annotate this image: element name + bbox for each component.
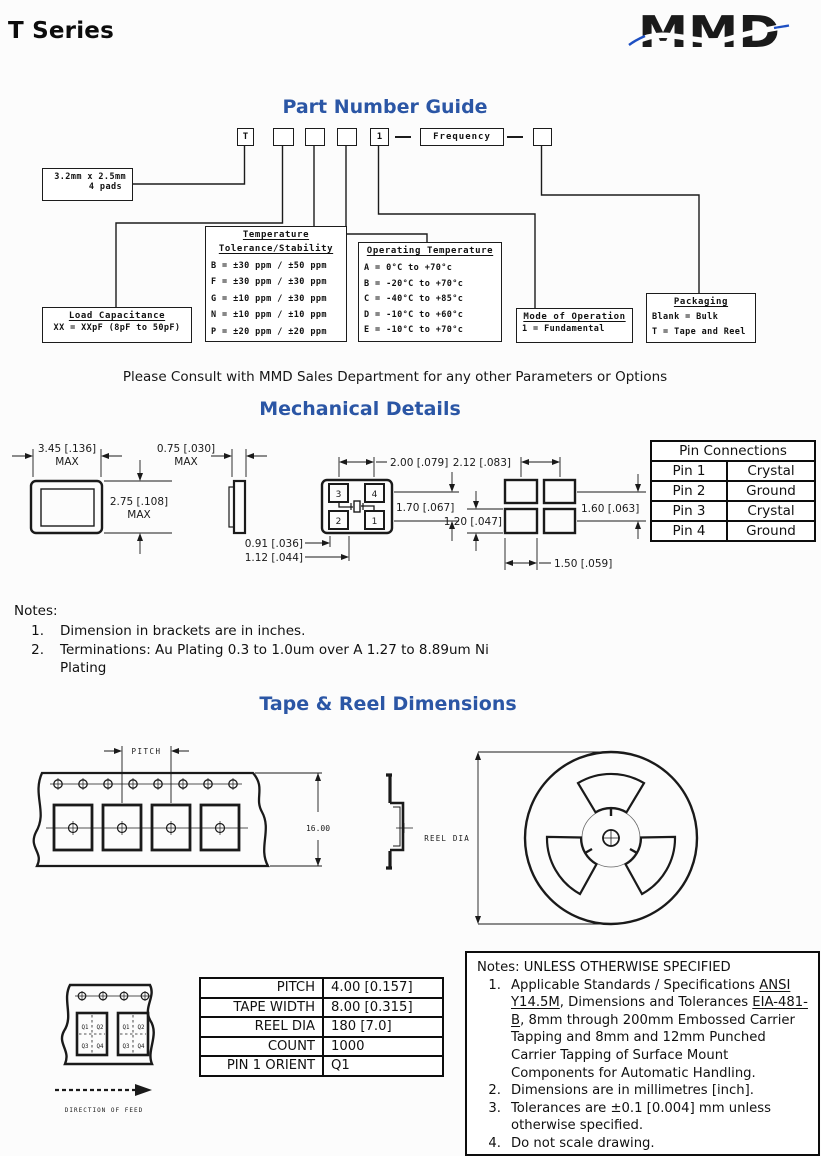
svg-text:MAX: MAX [174,456,198,468]
svg-text:MAX: MAX [127,509,151,521]
tr-value: 8.00 [0.315] [323,998,443,1018]
note-text [511,977,808,1083]
temperature-title-2: Tolerance/Stability [218,244,334,254]
operating-temperature-title: Operating Temperature [366,246,494,256]
note-text: Dimensions are in millimetres [inch]. [511,1083,754,1099]
tr-value: 4.00 [0.157] [323,978,443,998]
packaging-item: T = Tape and Reel [652,326,746,337]
svg-text:Q2: Q2 [96,1025,104,1031]
pin-connections-table [650,440,816,542]
svg-text:16.00: 16.00 [305,824,331,833]
svg-text:Q3: Q3 [122,1044,130,1050]
packaging-title: Packaging [673,297,729,307]
size-line2: 4 pads [88,182,122,192]
tr-label: COUNT [200,1037,323,1057]
standard-ansi: ANSI Y14.5M [511,977,791,1011]
tape-reel-table [199,977,444,1077]
standard-eia: EIA-481-B [511,995,808,1028]
tr-label: REEL DIA [200,1017,323,1037]
svg-text:1: 1 [371,517,378,527]
note-seg: , 8mm through 200mm Embossed Carrier Tapping and 8mm and 12mm Punched Carrier Tapping of Surface Mount Components for Automatic Handling. [511,1012,795,1081]
carrier-tape-drawing [34,746,331,866]
note-number: 4. [488,1135,501,1151]
note-number: 2. [488,1083,501,1099]
svg-text:2.75 [.108]: 2.75 [.108] [109,496,169,508]
direction-of-feed-label: DIRECTION OF FEED [64,1107,144,1114]
mode-item: 1 = Fundamental [522,324,605,334]
land-pattern-drawing [444,457,646,570]
svg-text:0.91 [.036]: 0.91 [.036] [244,538,303,550]
pin-conn-cell: Crystal [727,461,815,481]
operating-temperature-callout [358,242,502,342]
note-item [477,977,810,1083]
pin-cell: Pin 2 [651,481,727,501]
note-item [0,622,490,641]
tr-label: TAPE WIDTH [200,998,323,1018]
note-text: Dimension in brackets are in inches. [60,623,306,639]
note-number: 3. [488,1100,501,1116]
table-row [651,521,815,541]
svg-text:3.45 [.136]: 3.45 [.136] [37,443,97,455]
mmd-logo [628,7,790,61]
mechanical-details-heading: Mechanical Details [259,398,461,420]
note-text: Terminations: Au Plating 0.3 to 1.0um over A 1.27 to 8.89um Ni Plating [60,641,489,676]
load-capacitance-title: Load Capacitance [68,311,166,321]
mechanical-drawings [0,435,660,610]
svg-text:0.75 [.030]: 0.75 [.030] [156,443,216,455]
note-item [477,1082,810,1100]
load-capacitance-item: XX = XXpF (8pF to 50pF) [53,323,181,333]
packaging-item: Blank = Bulk [652,312,719,322]
svg-text:PITCH: PITCH [131,747,162,756]
size-line1: 3.2mm x 2.5mm [54,172,126,182]
tr-value: 180 [7.0] [323,1017,443,1037]
pn-box-packaging [533,128,552,146]
pin-cell: Pin 1 [651,461,727,481]
tr-value: 1000 [323,1037,443,1057]
table-row [651,461,815,481]
temperature-item: B = ±30 ppm / ±50 ppm [211,261,327,271]
packaging-callout [646,293,756,343]
op-temp-item: B = -20°C to +70°c [364,278,464,289]
mode-of-operation-callout [516,308,633,343]
consult-note: Please Consult with MMD Sales Department for any other Parameters or Options [122,369,668,385]
pin-cell: Pin 3 [651,501,727,521]
table-row [200,1056,443,1076]
table-row [200,978,443,998]
op-temp-item: E = -10°C to +70°c [364,325,464,336]
note-item [0,641,490,678]
svg-text:3: 3 [335,490,342,500]
tape-reel-drawings [0,728,821,953]
pn-box-tolerance [305,128,325,146]
pn-box-op-temp [337,128,357,146]
svg-text:Q4: Q4 [96,1044,104,1050]
pin-conn-cell: Ground [727,481,815,501]
table-row [200,1017,443,1037]
pin-conn-cell: Crystal [727,501,815,521]
pin-table-header: Pin Connections [651,441,815,461]
op-temp-item: C = -40°C to +85°c [364,294,464,305]
specification-notes-box [465,951,820,1156]
svg-text:REEL DIA: REEL DIA [424,834,470,843]
pn-dash-2 [507,136,523,138]
note-item [477,1135,810,1153]
table-row [200,998,443,1018]
side-view-drawing [157,443,267,533]
reel-drawing [424,752,697,924]
note-number: 1. [31,623,44,639]
pn-box-load-cap [273,128,294,146]
logo-text: MMD [638,7,780,58]
svg-text:2: 2 [335,517,342,527]
part-number-guide-heading: Part Number Guide [282,96,488,118]
mode-title: Mode of Operation [523,312,626,322]
svg-text:2.00 [.079]: 2.00 [.079] [390,457,449,469]
pn-box-mode: 1 [370,128,389,146]
pn-box-frequency: Frequency [420,128,504,146]
svg-text:MAX: MAX [55,456,79,468]
note-item [477,1100,810,1135]
svg-text:Q1: Q1 [122,1025,130,1031]
table-row [651,501,815,521]
temperature-item: G = ±10 ppm / ±30 ppm [211,293,327,304]
temperature-title-1: Temperature [242,230,310,240]
pn-dash-1 [395,136,411,138]
temperature-item: N = ±10 ppm / ±10 ppm [211,310,327,321]
pin-cell: Pin 4 [651,521,727,541]
svg-text:4: 4 [371,490,378,500]
bottom-view-drawing [245,457,459,564]
op-temp-item: D = -10°C to +60°c [364,309,464,320]
tr-label: PITCH [200,978,323,998]
tr-label: PIN 1 ORIENT [200,1056,323,1076]
svg-text:1.12 [.044]: 1.12 [.044] [244,552,303,564]
svg-text:Q1: Q1 [81,1025,89,1031]
spec-notes-title: Notes: UNLESS OTHERWISE SPECIFIED [477,960,731,975]
svg-text:1.70 [.067]: 1.70 [.067] [396,502,455,514]
svg-text:1.50 [.059]: 1.50 [.059] [554,558,613,570]
load-capacitance-callout [42,307,192,343]
size-callout [42,168,133,201]
svg-text:Q3: Q3 [81,1044,89,1050]
svg-text:1.60 [.063]: 1.60 [.063] [581,503,640,515]
note-number: 2. [31,641,44,658]
mechanical-notes-label: Notes: [14,603,58,619]
svg-text:2.12 [.083]: 2.12 [.083] [452,457,511,469]
op-temp-item: A = 0°C to +70°c [364,263,453,273]
note-text: Do not scale drawing. [511,1135,655,1151]
note-text: Tolerances are ±0.1 [0.004] mm unless otherwise specified. [511,1100,772,1134]
table-row [200,1037,443,1057]
note-seg: , Dimensions and Tolerances [559,995,753,1011]
table-row [651,481,815,501]
note-seg: Applicable Standards / Specifications [511,977,760,993]
tape-reel-heading: Tape & Reel Dimensions [259,693,517,715]
temperature-item: P = ±20 ppm / ±20 ppm [211,326,327,337]
mechanical-notes-list [0,622,490,678]
note-number: 1. [488,977,501,993]
svg-text:1.20 [.047]: 1.20 [.047] [443,516,502,528]
pn-box-series: T [237,128,254,146]
temperature-callout [205,226,347,342]
svg-text:Q2: Q2 [137,1025,145,1031]
pin1-orientation-drawing [30,955,210,1125]
tr-value: Q1 [323,1056,443,1076]
svg-text:Q4: Q4 [137,1044,145,1050]
front-view-drawing [12,443,172,554]
temperature-item: F = ±30 ppm / ±30 ppm [211,277,327,288]
pin-conn-cell: Ground [727,521,815,541]
tape-cross-section-drawing [386,775,413,868]
direction-of-feed-arrow [55,1084,152,1096]
page-title: T Series [8,18,114,44]
